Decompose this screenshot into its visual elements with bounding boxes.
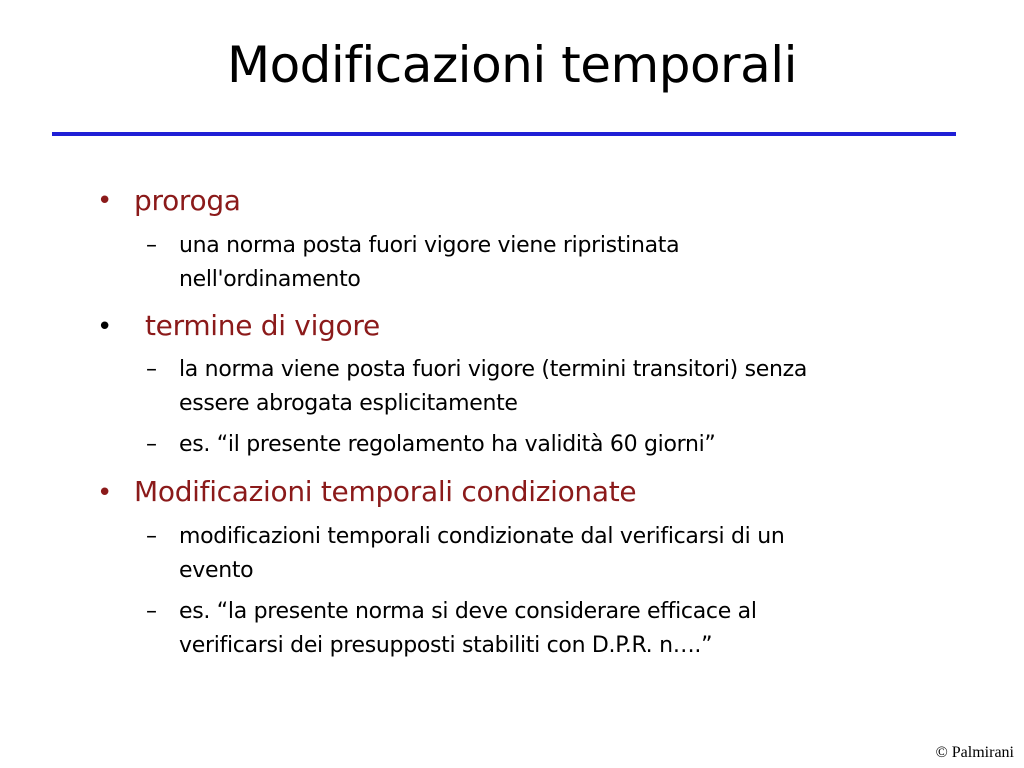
sub-item-line: una norma posta fuori vigore viene ripristinata [179, 233, 680, 258]
heading-modificazioni-condizionate: Modificazioni temporali condizionate [134, 475, 637, 508]
sub-item-line: evento [179, 558, 254, 583]
sub-item-condizionate-example [179, 595, 757, 663]
dash-marker: – [146, 524, 157, 549]
sub-item-line: modificazioni temporali condizionate dal verificarsi di un [179, 524, 785, 549]
heading-proroga: proroga [134, 184, 241, 217]
sub-item-line: nell'ordinamento [179, 267, 361, 292]
sub-item-line: la norma viene posta fuori vigore (termini transitori) senza [179, 357, 808, 382]
sub-item-line: es. “la presente norma si deve considerare efficace al [179, 599, 757, 624]
title-underline [52, 132, 956, 136]
footer-copyright: © Palmirani [935, 744, 1014, 761]
dash-marker: – [146, 233, 157, 258]
bullet-marker: • [97, 312, 113, 342]
sub-item-termine-example: es. “il presente regolamento ha validità 60 giorni” [179, 432, 716, 457]
sub-item-line: verificarsi dei presupposti stabiliti con D.P.R. n….” [179, 633, 713, 658]
sub-item-proroga-desc [179, 229, 679, 297]
dash-marker: – [146, 357, 157, 382]
bullet-marker: • [97, 186, 113, 216]
sub-item-condizionate-desc [179, 520, 784, 588]
heading-termine-di-vigore: termine di vigore [145, 309, 380, 342]
sub-item-termine-desc [179, 353, 807, 421]
bullet-marker: • [97, 478, 113, 508]
dash-marker: – [146, 599, 157, 624]
slide-title: Modificazioni temporali [226, 36, 798, 94]
sub-item-line: essere abrogata esplicitamente [179, 391, 518, 416]
dash-marker: – [146, 432, 157, 457]
